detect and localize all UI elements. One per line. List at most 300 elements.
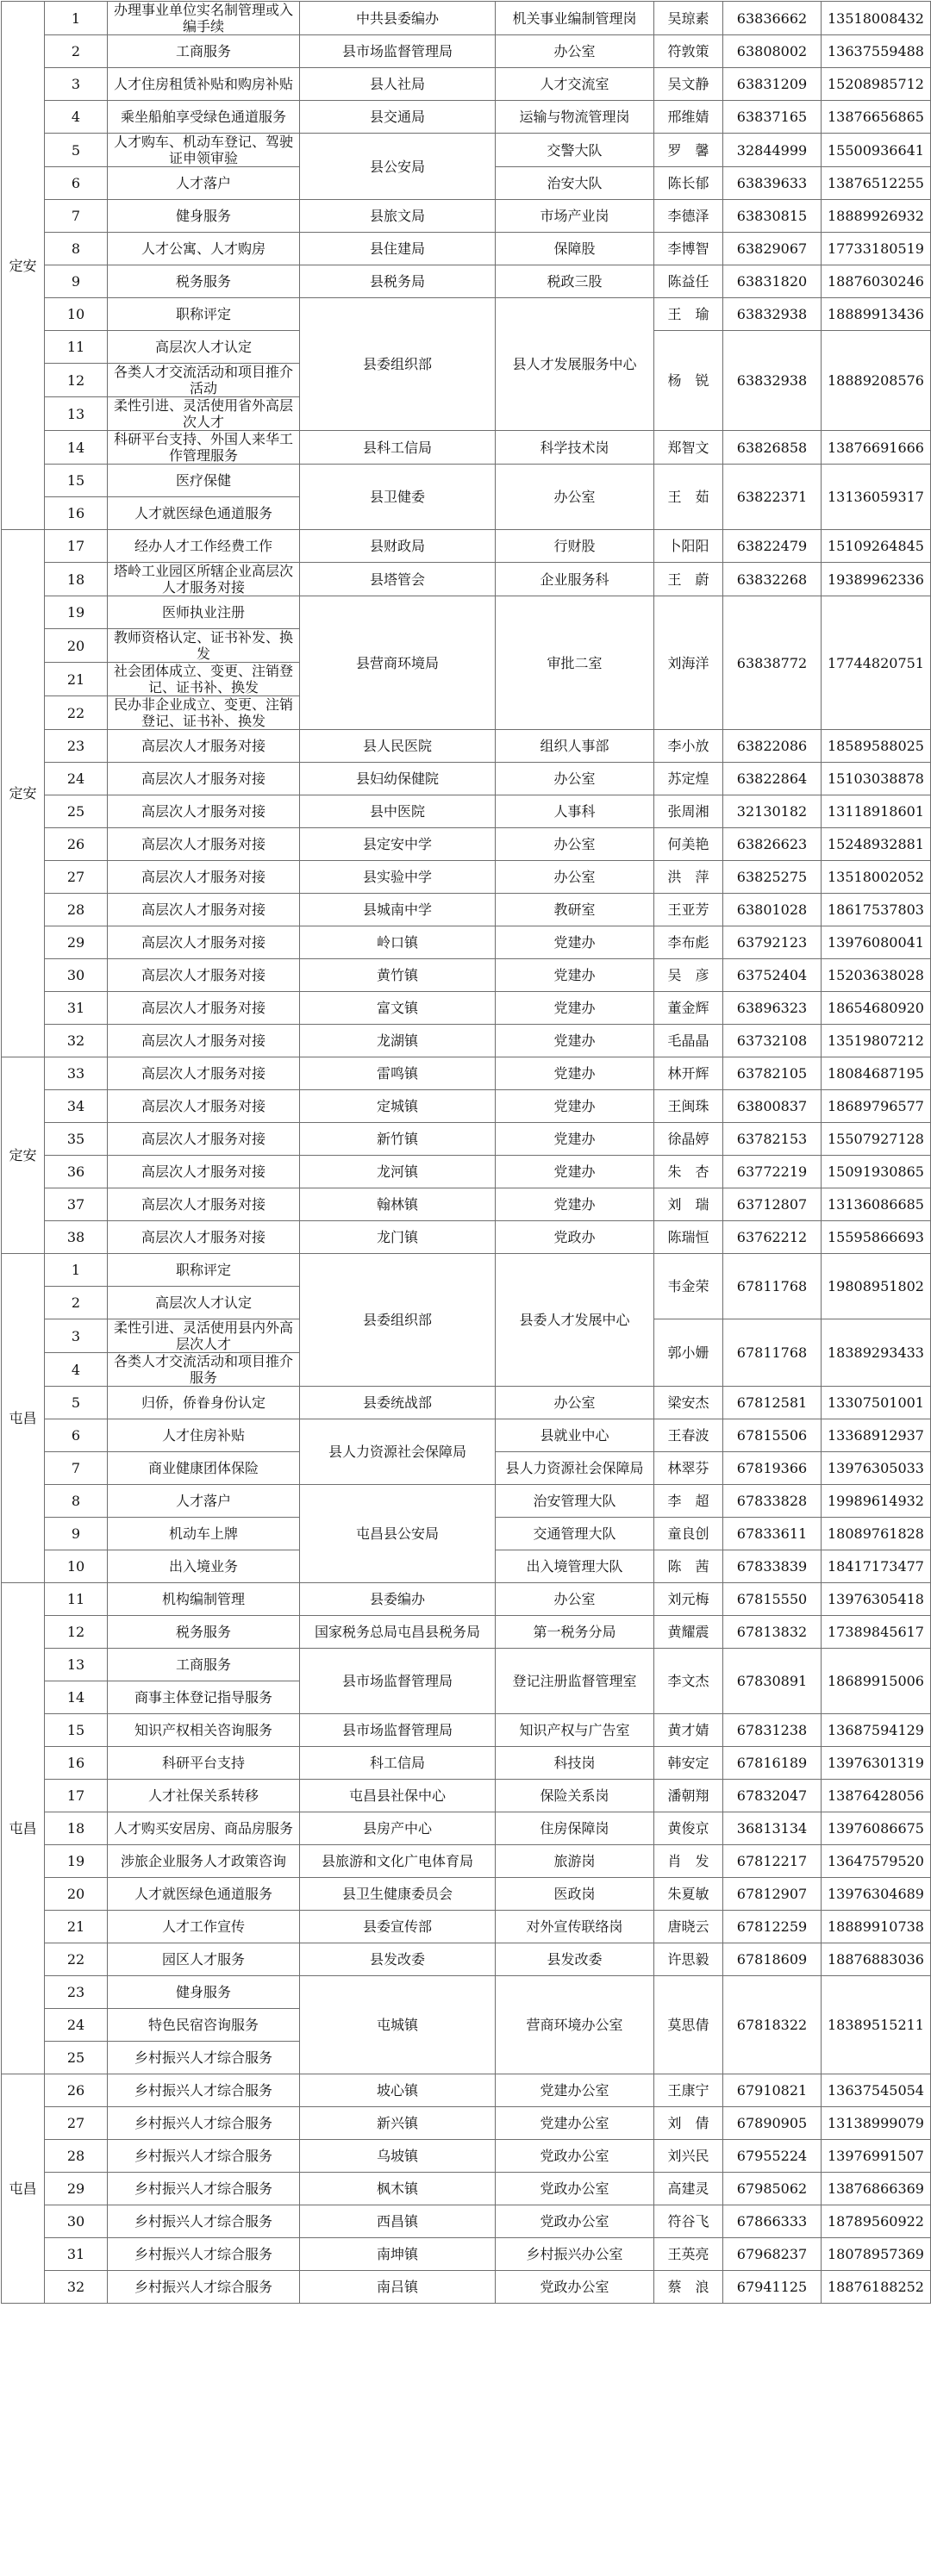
row-number: 13: [45, 397, 108, 431]
table-row: [2, 1419, 931, 1452]
service-item: 各类人才交流活动和项目推介服务: [108, 1353, 300, 1387]
mobile-number: 13876691666: [822, 431, 931, 465]
office: 办公室: [496, 828, 654, 861]
office: 党建办: [496, 1188, 654, 1221]
table-row: [2, 1057, 931, 1090]
service-item: 乡村振兴人才综合服务: [108, 2074, 300, 2107]
phone-number: 63772219: [723, 1156, 822, 1188]
phone-number: 67890905: [723, 2107, 822, 2140]
service-item: 高层次人才服务对接: [108, 1123, 300, 1156]
table-row: [2, 68, 931, 101]
contact-name: 王 蔚: [654, 563, 723, 596]
phone-number: 32844999: [723, 134, 822, 167]
contact-name: 王 瑜: [654, 298, 723, 331]
phone-number: 63826623: [723, 828, 822, 861]
department: 屯昌县公安局: [300, 1485, 496, 1583]
office: 党建办公室: [496, 2074, 654, 2107]
office: 科学技术岗: [496, 431, 654, 465]
office: 交警大队: [496, 134, 654, 167]
service-item: 人才落户: [108, 167, 300, 200]
contact-name: 刘 瑞: [654, 1188, 723, 1221]
department: 南坤镇: [300, 2238, 496, 2271]
contact-name: 黄耀震: [654, 1616, 723, 1649]
contact-name: 苏定煌: [654, 763, 723, 795]
row-number: 6: [45, 1419, 108, 1452]
contact-name: 何美艳: [654, 828, 723, 861]
department: 县住建局: [300, 233, 496, 265]
phone-number: 67985062: [723, 2173, 822, 2205]
row-number: 35: [45, 1123, 108, 1156]
table-row: [2, 1976, 931, 2009]
row-number: 32: [45, 1025, 108, 1057]
mobile-number: 18876188252: [822, 2271, 931, 2304]
row-number: 18: [45, 1812, 108, 1845]
row-number: 38: [45, 1221, 108, 1254]
row-number: 10: [45, 1550, 108, 1583]
row-number: 8: [45, 233, 108, 265]
service-item: 人才住房补贴: [108, 1419, 300, 1452]
office: 知识产权与广告室: [496, 1714, 654, 1747]
department: 龙门镇: [300, 1221, 496, 1254]
mobile-number: 13307501001: [822, 1387, 931, 1419]
department: 新兴镇: [300, 2107, 496, 2140]
phone-number: 63837165: [723, 101, 822, 134]
service-item: 办理事业单位实名制管理或入编手续: [108, 2, 300, 35]
contact-name: 王闽珠: [654, 1090, 723, 1123]
row-number: 9: [45, 265, 108, 298]
contact-name: 李小放: [654, 730, 723, 763]
table-row: [2, 926, 931, 959]
phone-number: 67968237: [723, 2238, 822, 2271]
office: 审批二室: [496, 596, 654, 730]
mobile-number: 13976086675: [822, 1812, 931, 1845]
phone-number: 63839633: [723, 167, 822, 200]
department: 县营商环境局: [300, 596, 496, 730]
row-number: 9: [45, 1518, 108, 1550]
table-row: [2, 1188, 931, 1221]
phone-number: 63822371: [723, 465, 822, 530]
mobile-number: 13138999079: [822, 2107, 931, 2140]
contact-table: [1, 1, 931, 2304]
phone-number: 63752404: [723, 959, 822, 992]
service-item: 教师资格认定、证书补发、换发: [108, 629, 300, 663]
office: 办公室: [496, 763, 654, 795]
phone-number: 63822479: [723, 530, 822, 563]
phone-number: 63712807: [723, 1188, 822, 1221]
contact-name: 唐晓云: [654, 1911, 723, 1943]
department: 县城南中学: [300, 894, 496, 926]
phone-number: 67811768: [723, 1254, 822, 1319]
department: 黄竹镇: [300, 959, 496, 992]
service-item: 健身服务: [108, 1976, 300, 2009]
row-number: 25: [45, 2042, 108, 2074]
office: 党建办: [496, 959, 654, 992]
service-item: 科研平台支持、外国人来华工作管理服务: [108, 431, 300, 465]
service-item: 乡村振兴人才综合服务: [108, 2238, 300, 2271]
row-number: 33: [45, 1057, 108, 1090]
office: 行财股: [496, 530, 654, 563]
contact-name: 王春波: [654, 1419, 723, 1452]
office: 企业服务科: [496, 563, 654, 596]
phone-number: 67833828: [723, 1485, 822, 1518]
phone-number: 67941125: [723, 2271, 822, 2304]
office: 出入境管理大队: [496, 1550, 654, 1583]
mobile-number: 13876656865: [822, 101, 931, 134]
department: 县公安局: [300, 134, 496, 200]
mobile-number: 18084687195: [822, 1057, 931, 1090]
table-row: [2, 763, 931, 795]
mobile-number: 15500936641: [822, 134, 931, 167]
service-item: 工商服务: [108, 1649, 300, 1681]
office: 党建办: [496, 1156, 654, 1188]
table-row: [2, 1812, 931, 1845]
office: 党建办: [496, 1057, 654, 1090]
row-number: 12: [45, 364, 108, 397]
mobile-number: 13637559488: [822, 35, 931, 68]
office: 党政办公室: [496, 2140, 654, 2173]
contact-name: 李 超: [654, 1485, 723, 1518]
phone-number: 36813134: [723, 1812, 822, 1845]
phone-number: 63830815: [723, 200, 822, 233]
service-item: 高层次人才服务对接: [108, 828, 300, 861]
table-row: [2, 1911, 931, 1943]
office: 县就业中心: [496, 1419, 654, 1452]
table-row: [2, 1649, 931, 1681]
office: 县发改委: [496, 1943, 654, 1976]
office: 机关事业编制管理岗: [496, 2, 654, 35]
office: 交通管理大队: [496, 1518, 654, 1550]
service-item: 乘坐船舶享受绿色通道服务: [108, 101, 300, 134]
contact-name: 刘 倩: [654, 2107, 723, 2140]
row-number: 5: [45, 1387, 108, 1419]
office: 住房保障岗: [496, 1812, 654, 1845]
department: 县委组织部: [300, 1254, 496, 1387]
row-number: 7: [45, 1452, 108, 1485]
table-row: [2, 530, 931, 563]
contact-name: 莫思倩: [654, 1976, 723, 2074]
phone-number: 63826858: [723, 431, 822, 465]
service-item: 人才购车、机动车登记、驾驶证申领审验: [108, 134, 300, 167]
table-row: [2, 134, 931, 167]
mobile-number: 17389845617: [822, 1616, 931, 1649]
county-label: 屯昌: [2, 1583, 45, 2074]
table-row: [2, 2140, 931, 2173]
row-number: 26: [45, 2074, 108, 2107]
phone-number: 63829067: [723, 233, 822, 265]
department: 科工信局: [300, 1747, 496, 1780]
service-item: 工商服务: [108, 35, 300, 68]
mobile-number: 18889926932: [822, 200, 931, 233]
contact-name: 吴 彦: [654, 959, 723, 992]
service-item: 高层次人才服务对接: [108, 992, 300, 1025]
mobile-number: 18889208576: [822, 331, 931, 431]
department: 县中医院: [300, 795, 496, 828]
table-row: [2, 795, 931, 828]
phone-number: 63838772: [723, 596, 822, 730]
row-number: 4: [45, 1353, 108, 1387]
phone-number: 63801028: [723, 894, 822, 926]
department: 雷鸣镇: [300, 1057, 496, 1090]
office: 治安大队: [496, 167, 654, 200]
contact-name: 王 茹: [654, 465, 723, 530]
contact-name: 李布彪: [654, 926, 723, 959]
table-row: [2, 1485, 931, 1518]
table-row: [2, 2271, 931, 2304]
department: 乌坡镇: [300, 2140, 496, 2173]
service-item: 商事主体登记指导服务: [108, 1681, 300, 1714]
row-number: 21: [45, 1911, 108, 1943]
service-item: 经办人才工作经费工作: [108, 530, 300, 563]
service-item: 医师执业注册: [108, 596, 300, 629]
row-number: 19: [45, 1845, 108, 1878]
phone-number: 63732108: [723, 1025, 822, 1057]
row-number: 1: [45, 2, 108, 35]
phone-number: 67815506: [723, 1419, 822, 1452]
phone-number: 63825275: [723, 861, 822, 894]
service-item: 高层次人才服务对接: [108, 1156, 300, 1188]
row-number: 26: [45, 828, 108, 861]
row-number: 24: [45, 763, 108, 795]
mobile-number: 13876512255: [822, 167, 931, 200]
table-row: [2, 35, 931, 68]
department: 县卫健委: [300, 465, 496, 530]
service-item: 人才社保关系转移: [108, 1780, 300, 1812]
service-item: 人才落户: [108, 1485, 300, 1518]
department: 县人力资源社会保障局: [300, 1419, 496, 1485]
office: 人事科: [496, 795, 654, 828]
row-number: 14: [45, 1681, 108, 1714]
department: 县旅文局: [300, 200, 496, 233]
office: 党建办: [496, 1123, 654, 1156]
contact-name: 郑智文: [654, 431, 723, 465]
department: 龙河镇: [300, 1156, 496, 1188]
service-item: 人才住房租赁补贴和购房补贴: [108, 68, 300, 101]
row-number: 12: [45, 1616, 108, 1649]
office: 保险关系岗: [496, 1780, 654, 1812]
department: 县税务局: [300, 265, 496, 298]
service-item: 高层次人才服务对接: [108, 959, 300, 992]
service-item: 人才购买安居房、商品房服务: [108, 1812, 300, 1845]
phone-number: 67813832: [723, 1616, 822, 1649]
table-row: [2, 1878, 931, 1911]
mobile-number: 15103038878: [822, 763, 931, 795]
office: 保障股: [496, 233, 654, 265]
table-row: [2, 1583, 931, 1616]
department: 县委统战部: [300, 1387, 496, 1419]
service-item: 乡村振兴人才综合服务: [108, 2042, 300, 2074]
service-item: 人才就医绿色通道服务: [108, 497, 300, 530]
service-item: 高层次人才服务对接: [108, 1090, 300, 1123]
mobile-number: 13518002052: [822, 861, 931, 894]
department: 县人民医院: [300, 730, 496, 763]
service-item: 高层次人才服务对接: [108, 1221, 300, 1254]
mobile-number: 18876030246: [822, 265, 931, 298]
contact-name: 王英亮: [654, 2238, 723, 2271]
contact-name: 林翠芬: [654, 1452, 723, 1485]
contact-name: 杨 锐: [654, 331, 723, 431]
contact-name: 郭小姗: [654, 1319, 723, 1387]
service-item: 社会团体成立、变更、注销登记、证书补、换发: [108, 663, 300, 696]
service-item: 机构编制管理: [108, 1583, 300, 1616]
county-label: 屯昌: [2, 2074, 45, 2304]
office: 市场产业岗: [496, 200, 654, 233]
department: 新竹镇: [300, 1123, 496, 1156]
service-item: 各类人才交流活动和项目推介活动: [108, 364, 300, 397]
mobile-number: 13637545054: [822, 2074, 931, 2107]
county-label: 定安: [2, 2, 45, 530]
mobile-number: 13976991507: [822, 2140, 931, 2173]
phone-number: 67812259: [723, 1911, 822, 1943]
table-row: [2, 1221, 931, 1254]
office: 办公室: [496, 861, 654, 894]
service-item: 高层次人才服务对接: [108, 763, 300, 795]
table-row: [2, 1123, 931, 1156]
mobile-number: 13118918601: [822, 795, 931, 828]
service-item: 乡村振兴人才综合服务: [108, 2271, 300, 2304]
contact-name: 符敦策: [654, 35, 723, 68]
row-number: 3: [45, 1319, 108, 1353]
row-number: 27: [45, 2107, 108, 2140]
contact-name: 罗 馨: [654, 134, 723, 167]
mobile-number: 17733180519: [822, 233, 931, 265]
department: 翰林镇: [300, 1188, 496, 1221]
phone-number: 67833839: [723, 1550, 822, 1583]
phone-number: 67832047: [723, 1780, 822, 1812]
row-number: 30: [45, 2205, 108, 2238]
mobile-number: 18589588025: [822, 730, 931, 763]
phone-number: 63832268: [723, 563, 822, 596]
contact-name: 林开辉: [654, 1057, 723, 1090]
department: 西昌镇: [300, 2205, 496, 2238]
office: 党政办公室: [496, 2205, 654, 2238]
service-item: 高层次人才服务对接: [108, 894, 300, 926]
row-number: 1: [45, 1254, 108, 1287]
row-number: 18: [45, 563, 108, 596]
table-row: [2, 828, 931, 861]
contact-name: 朱 杏: [654, 1156, 723, 1188]
service-item: 健身服务: [108, 200, 300, 233]
contact-name: 陈长郁: [654, 167, 723, 200]
mobile-number: 13136086685: [822, 1188, 931, 1221]
contact-name: 黄才婧: [654, 1714, 723, 1747]
table-row: [2, 2205, 931, 2238]
contact-name: 李文杰: [654, 1649, 723, 1714]
mobile-number: 19808951802: [822, 1254, 931, 1319]
county-label: 定安: [2, 1057, 45, 1254]
office: 乡村振兴办公室: [496, 2238, 654, 2271]
office: 党建办: [496, 1090, 654, 1123]
mobile-number: 13976304689: [822, 1878, 931, 1911]
row-number: 37: [45, 1188, 108, 1221]
service-item: 税务服务: [108, 1616, 300, 1649]
department: 县财政局: [300, 530, 496, 563]
office: 教研室: [496, 894, 654, 926]
phone-number: 67812581: [723, 1387, 822, 1419]
phone-number: 32130182: [723, 795, 822, 828]
row-number: 8: [45, 1485, 108, 1518]
phone-number: 63822086: [723, 730, 822, 763]
service-item: 高层次人才认定: [108, 1287, 300, 1319]
office: 党建办: [496, 992, 654, 1025]
contact-name: 童良创: [654, 1518, 723, 1550]
row-number: 19: [45, 596, 108, 629]
office: 组织人事部: [496, 730, 654, 763]
mobile-number: 18689796577: [822, 1090, 931, 1123]
mobile-number: 15248932881: [822, 828, 931, 861]
mobile-number: 13687594129: [822, 1714, 931, 1747]
table-body: [2, 2, 931, 2304]
row-number: 30: [45, 959, 108, 992]
row-number: 11: [45, 1583, 108, 1616]
row-number: 36: [45, 1156, 108, 1188]
contact-name: 张周湘: [654, 795, 723, 828]
row-number: 16: [45, 1747, 108, 1780]
mobile-number: 18889910738: [822, 1911, 931, 1943]
service-item: 柔性引进、灵活使用省外高层次人才: [108, 397, 300, 431]
contact-name: 徐晶婷: [654, 1123, 723, 1156]
contact-name: 陈 茜: [654, 1550, 723, 1583]
service-item: 医疗保健: [108, 465, 300, 497]
office: 党建办: [496, 926, 654, 959]
service-item: 高层次人才服务对接: [108, 1188, 300, 1221]
phone-number: 63782153: [723, 1123, 822, 1156]
contact-name: 黄俊京: [654, 1812, 723, 1845]
mobile-number: 15595866693: [822, 1221, 931, 1254]
contact-name: 蔡 浪: [654, 2271, 723, 2304]
table-row: [2, 1943, 931, 1976]
service-item: 高层次人才服务对接: [108, 795, 300, 828]
service-item: 出入境业务: [108, 1550, 300, 1583]
row-number: 5: [45, 134, 108, 167]
mobile-number: 13976301319: [822, 1747, 931, 1780]
mobile-number: 13976080041: [822, 926, 931, 959]
office: 党政办公室: [496, 2173, 654, 2205]
mobile-number: 13519807212: [822, 1025, 931, 1057]
row-number: 2: [45, 35, 108, 68]
office: 县人才发展服务中心: [496, 298, 654, 431]
row-number: 10: [45, 298, 108, 331]
service-item: 柔性引进、灵活使用县内外高层次人才: [108, 1319, 300, 1353]
service-item: 职称评定: [108, 298, 300, 331]
phone-number: 63782105: [723, 1057, 822, 1090]
table-row: [2, 2238, 931, 2271]
office: 医政岗: [496, 1878, 654, 1911]
department: 县卫生健康委员会: [300, 1878, 496, 1911]
table-row: [2, 1845, 931, 1878]
office: 科技岗: [496, 1747, 654, 1780]
contact-name: 吴琼素: [654, 2, 723, 35]
service-item: 人才工作宣传: [108, 1911, 300, 1943]
row-number: 4: [45, 101, 108, 134]
mobile-number: 15507927128: [822, 1123, 931, 1156]
department: 枫木镇: [300, 2173, 496, 2205]
service-item: 科研平台支持: [108, 1747, 300, 1780]
row-number: 34: [45, 1090, 108, 1123]
phone-number: 63800837: [723, 1090, 822, 1123]
row-number: 13: [45, 1649, 108, 1681]
table-row: [2, 101, 931, 134]
service-item: 高层次人才服务对接: [108, 861, 300, 894]
row-number: 7: [45, 200, 108, 233]
phone-number: 67815550: [723, 1583, 822, 1616]
table-row: [2, 596, 931, 629]
department: 富文镇: [300, 992, 496, 1025]
contact-name: 王康宁: [654, 2074, 723, 2107]
service-item: 高层次人才服务对接: [108, 1057, 300, 1090]
department: 县实验中学: [300, 861, 496, 894]
contact-name: 洪 萍: [654, 861, 723, 894]
service-item: 乡村振兴人才综合服务: [108, 2205, 300, 2238]
